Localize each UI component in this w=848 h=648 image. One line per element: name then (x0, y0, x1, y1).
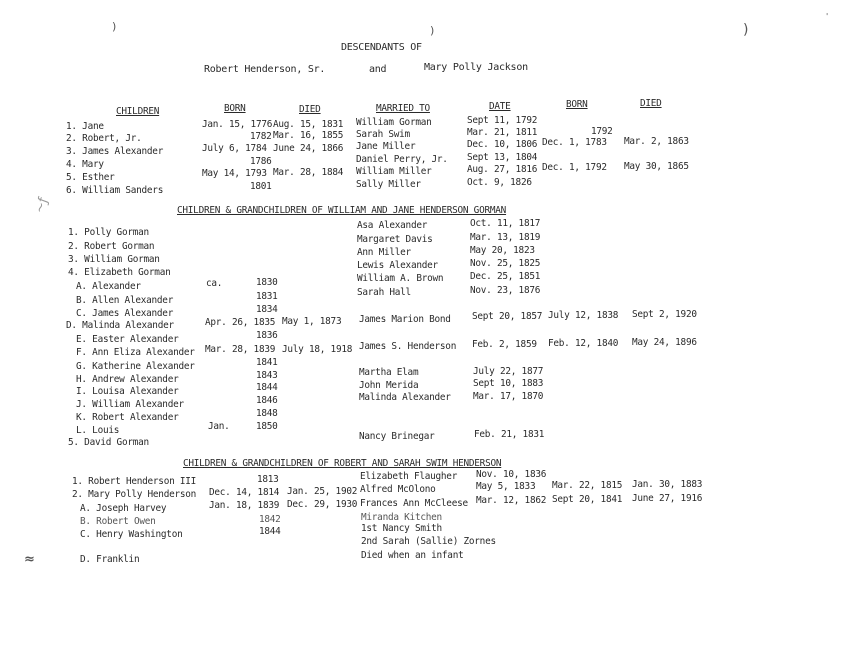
born-date: 1844 (256, 382, 278, 393)
grandchild-name: K. Robert Alexander (76, 412, 179, 423)
section-heading: CHILDREN & GRANDCHILDREN OF ROBERT AND SARAH SWIM HENDERSON (183, 458, 502, 469)
child-name: 1. Robert Henderson III (72, 476, 197, 487)
spouse-name: Elizabeth Flaugher (360, 471, 458, 482)
spouse-born-date: Dec. 1, 1783 (542, 137, 607, 148)
spouse-name: James Marion Bond (359, 314, 451, 325)
grandchild-name: D. Franklin (80, 554, 140, 565)
born-date: Jan. 15, 1776 (202, 119, 273, 130)
marriage-date: Sept 10, 1883 (473, 378, 544, 389)
died-date: June 24, 1866 (273, 143, 344, 154)
child-name: 3. James Alexander (66, 146, 164, 157)
born-date: 1850 (256, 421, 278, 432)
born-date: 1841 (256, 357, 278, 368)
spouse-name: Ann Miller (357, 247, 411, 258)
grandchild-name: D. Malinda Alexander (66, 320, 174, 331)
child-name: 2. Mary Polly Henderson (72, 489, 197, 500)
spouse-name: Lewis Alexander (357, 260, 438, 271)
marriage-date: July 22, 1877 (473, 366, 544, 377)
grandchild-name: G. Katherine Alexander (76, 361, 195, 372)
spouse-name: William A. Brown (357, 273, 444, 284)
spouse-name: James S. Henderson (359, 341, 457, 352)
marriage-date: Feb. 2, 1859 (472, 339, 537, 350)
grandchild-name: B. Allen Alexander (76, 295, 174, 306)
marriage-date: Sept 20, 1857 (472, 311, 543, 322)
born-date: 1848 (256, 408, 278, 419)
child-name: 4. Elizabeth Gorman (68, 267, 171, 278)
child-name: 2. Robert, Jr. (66, 133, 142, 144)
note-text: Died when an infant (361, 550, 464, 561)
marriage-date: Mar. 13, 1819 (470, 232, 541, 243)
grandchild-name: C. Henry Washington (80, 529, 183, 540)
marriage-date: Sept 13, 1804 (467, 152, 538, 163)
spouse-name: Malinda Alexander (359, 392, 451, 403)
column-header-born: BORN (224, 103, 246, 114)
spouse-died-date: Mar. 2, 1863 (624, 136, 689, 147)
born-date: Apr. 26, 1835 (205, 317, 276, 328)
grandchild-name: L. Louis (76, 425, 120, 436)
spouse-name: Nancy Brinegar (359, 431, 435, 442)
column-header-spouse-born: BORN (566, 99, 588, 110)
scan-mark: ) (430, 24, 435, 37)
born-date: July 6, 1784 (202, 143, 267, 154)
born-date: Dec. 14, 1814 (209, 487, 280, 498)
spouse-name: William Gorman (356, 117, 432, 128)
marriage-date: Oct. 9, 1826 (467, 177, 532, 188)
died-date: Aug. 15, 1831 (273, 119, 344, 130)
marriage-date: Mar. 17, 1870 (473, 391, 544, 402)
scan-mark: ' (826, 12, 829, 21)
column-header-died: DIED (299, 104, 321, 115)
scan-mark: ≈ (24, 552, 35, 567)
grandchild-name: F. Ann Eliza Alexander (76, 347, 195, 358)
spouse-name: William Miller (356, 166, 432, 177)
marriage-date: Aug. 27, 1816 (467, 164, 538, 175)
child-name: 2. Robert Gorman (68, 241, 155, 252)
child-name: 4. Mary (66, 159, 104, 170)
spouse-name: 2nd Sarah (Sallie) Zornes (361, 536, 496, 547)
marriage-date: Sept 11, 1792 (467, 115, 538, 126)
born-date: Jan. 18, 1839 (209, 500, 280, 511)
spouse-name: Jane Miller (356, 141, 416, 152)
marriage-date: Oct. 11, 1817 (470, 218, 541, 229)
spouse-name: 1st Nancy Smith (361, 523, 442, 534)
grandchild-name: A. Alexander (76, 281, 141, 292)
died-date: July 18, 1918 (282, 344, 353, 355)
born-month: Jan. (208, 421, 230, 432)
marriage-date: Nov. 10, 1836 (476, 469, 547, 480)
spouse-born-date: Feb. 12, 1840 (548, 338, 619, 349)
ancestor-name: Mary Polly Jackson (424, 62, 528, 73)
born-date: 1842 (259, 514, 281, 525)
document-title: DESCENDANTS OF (341, 42, 422, 53)
born-date: 1782 (250, 131, 272, 142)
born-date: 1813 (257, 474, 279, 485)
column-header-married-to: MARRIED TO (376, 103, 430, 114)
died-date: Mar. 28, 1884 (273, 167, 344, 178)
spouse-born-date: 1792 (591, 126, 613, 137)
column-header-date: DATE (489, 101, 511, 112)
spouse-name: Daniel Perry, Jr. (356, 154, 448, 165)
grandchild-name: J. William Alexander (76, 399, 184, 410)
died-date: Jan. 25, 1902 (287, 486, 358, 497)
ancestor-name: Robert Henderson, Sr. (204, 64, 326, 75)
marriage-date: Nov. 23, 1876 (470, 285, 541, 296)
child-name: 5. Esther (66, 172, 115, 183)
grandchild-name: C. James Alexander (76, 308, 174, 319)
born-date: 1843 (256, 370, 278, 381)
spouse-name: Frances Ann McCleese (360, 498, 468, 509)
marriage-date: Mar. 12, 1862 (476, 495, 547, 506)
grandchild-name: I. Louisa Alexander (76, 386, 179, 397)
born-date: May 14, 1793 (202, 168, 267, 179)
spouse-name: John Merida (359, 380, 419, 391)
died-date: Mar. 16, 1855 (273, 130, 344, 141)
child-name: 6. William Sanders (66, 185, 164, 196)
scan-mark: ) (743, 22, 749, 38)
born-date: 1831 (256, 291, 278, 302)
marriage-date: Feb. 21, 1831 (474, 429, 545, 440)
grandchild-name: H. Andrew Alexander (76, 374, 179, 385)
marriage-date: May 5, 1833 (476, 481, 536, 492)
grandchild-name: A. Joseph Harvey (80, 503, 167, 514)
spouse-born-date: Sept 20, 1841 (552, 494, 623, 505)
title-and: and (369, 64, 387, 75)
spouse-died-date: June 27, 1916 (632, 493, 703, 504)
born-date: 1834 (256, 304, 278, 315)
spouse-name: Miranda Kitchen (361, 512, 442, 523)
marriage-date: Dec. 10, 1806 (467, 139, 538, 150)
column-header-children: CHILDREN (116, 106, 160, 117)
spouse-born-date: Mar. 22, 1815 (552, 480, 623, 491)
spouse-name: Sally Miller (356, 179, 421, 190)
born-date: 1801 (250, 181, 272, 192)
spouse-name: Sarah Hall (357, 287, 411, 298)
born-date: 1786 (250, 156, 272, 167)
born-date: 1836 (256, 330, 278, 341)
died-date: May 1, 1873 (282, 316, 342, 327)
born-date: 1846 (256, 395, 278, 406)
spouse-name: Sarah Swim (356, 129, 410, 140)
scan-mark: ~ƒ (32, 195, 52, 216)
child-name: 5. David Gorman (68, 437, 149, 448)
spouse-died-date: May 24, 1896 (632, 337, 697, 348)
spouse-died-date: Sept 2, 1920 (632, 309, 697, 320)
died-date: Dec. 29, 1930 (287, 499, 358, 510)
born-circa: ca. (206, 278, 223, 289)
spouse-died-date: May 30, 1865 (624, 161, 689, 172)
marriage-date: Nov. 25, 1825 (470, 258, 541, 269)
spouse-born-date: July 12, 1838 (548, 310, 619, 321)
marriage-date: Mar. 21, 1811 (467, 127, 538, 138)
spouse-name: Asa Alexander (357, 220, 428, 231)
column-header-spouse-died: DIED (640, 98, 662, 109)
scan-mark: ) (112, 20, 117, 33)
spouse-died-date: Jan. 30, 1883 (632, 479, 703, 490)
child-name: 1. Polly Gorman (68, 227, 149, 238)
spouse-name: Martha Elam (359, 367, 419, 378)
born-date: 1830 (256, 277, 278, 288)
child-name: 1. Jane (66, 121, 104, 132)
born-date: 1844 (259, 526, 281, 537)
grandchild-name: B. Robert Owen (80, 516, 156, 527)
grandchild-name: E. Easter Alexander (76, 334, 179, 345)
section-heading: CHILDREN & GRANDCHILDREN OF WILLIAM AND JANE HENDERSON GORMAN (177, 205, 507, 216)
marriage-date: Dec. 25, 1851 (470, 271, 541, 282)
spouse-born-date: Dec. 1, 1792 (542, 162, 607, 173)
spouse-name: Alfred McOlono (360, 484, 436, 495)
child-name: 3. William Gorman (68, 254, 160, 265)
born-date: Mar. 28, 1839 (205, 344, 276, 355)
marriage-date: May 20, 1823 (470, 245, 535, 256)
spouse-name: Margaret Davis (357, 234, 433, 245)
